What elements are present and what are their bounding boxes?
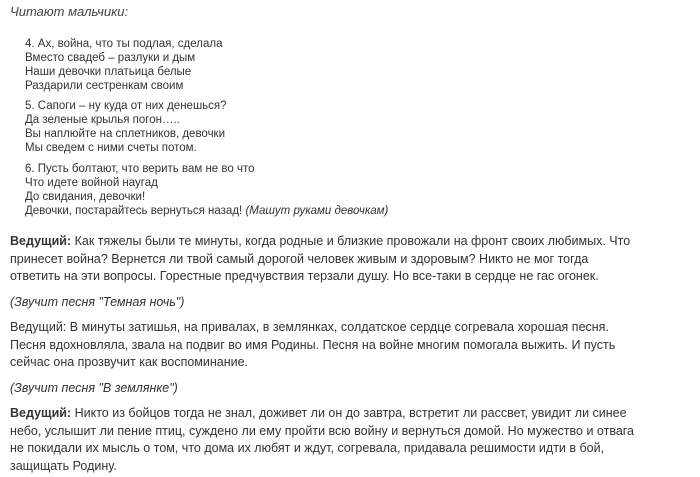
speaker-label: Ведущий:	[10, 234, 72, 248]
poem-line: Девочки, постарайтесь вернуться назад!	[25, 205, 243, 218]
poem-line: До свидания, девочки!	[25, 191, 146, 204]
poem-line: Что идете войной наугад	[25, 177, 158, 190]
song-direction-2: (Звучит песня "В землянке")	[10, 381, 178, 395]
poem-line: 5. Сапоги – ну куда от них денешься?	[25, 100, 227, 112]
host-paragraph-1	[10, 233, 635, 286]
poem-line: Вместо свадеб – разлуки и дым	[25, 52, 196, 65]
host-paragraph-2: Ведущий: В минуты затишья, на привалах, в землянках, солдатское сердце согревала хорошая песня. Песня вдохновляла, звала на подвиг во имя Родины. Песня на войне многим помогала выжить. И пусть сейчас она прозвучит как воспоминание.	[10, 320, 616, 370]
host-paragraph-3	[10, 405, 635, 476]
poem-line: 4. Ах, война, что ты подлая, сделала	[25, 38, 223, 50]
poem-line: Наши девочки платьица белые	[25, 66, 192, 79]
boys-read-heading: Читают мальчики:	[10, 4, 129, 19]
stage-direction: (Машут руками девочкам)	[245, 205, 389, 218]
poem-line: Вы наплюйте на сплетников, девочки	[25, 128, 226, 141]
poem-stanza-6	[25, 162, 388, 218]
poem-line: Мы сведем с ними счеты потом.	[25, 142, 197, 155]
paragraph-text: Никто из бойцов тогда не знал, доживет ли он до завтра, встретит ли рассвет, увидит ли синее небо, услышит ли пение птиц, суждено ли ему пройти всю войну и вернуться домой. Но мужество и отвага не покидали их мысль о том, что дома их любят и ждут, согревала, придавала решимости идти в бой, защищать Родину.	[10, 406, 635, 474]
poem-line-with-note	[25, 204, 388, 218]
poem-stanza-5	[25, 99, 227, 155]
paragraph-text: Как тяжелы были те минуты, когда родные и близкие провожали на фронт своих любимых. Что принесет война? Вернется ли твой самый дорогой человек живым и здоровым? Никто не мог тогда ответить на эти вопросы. Горестные предчувствия терзали душу. Но все-таки в сердце не гас огонек.	[10, 234, 631, 284]
poem-line: 6. Пусть болтают, что верить вам не во что	[25, 163, 255, 175]
poem-stanza-4	[25, 37, 222, 93]
speaker-label: Ведущий:	[10, 406, 72, 420]
poem-line: Да зеленые крылья погон…..	[25, 114, 180, 127]
song-direction-1: (Звучит песня "Темная ночь")	[10, 295, 185, 309]
poem-line: Раздарили сестренкам своим	[25, 80, 184, 93]
